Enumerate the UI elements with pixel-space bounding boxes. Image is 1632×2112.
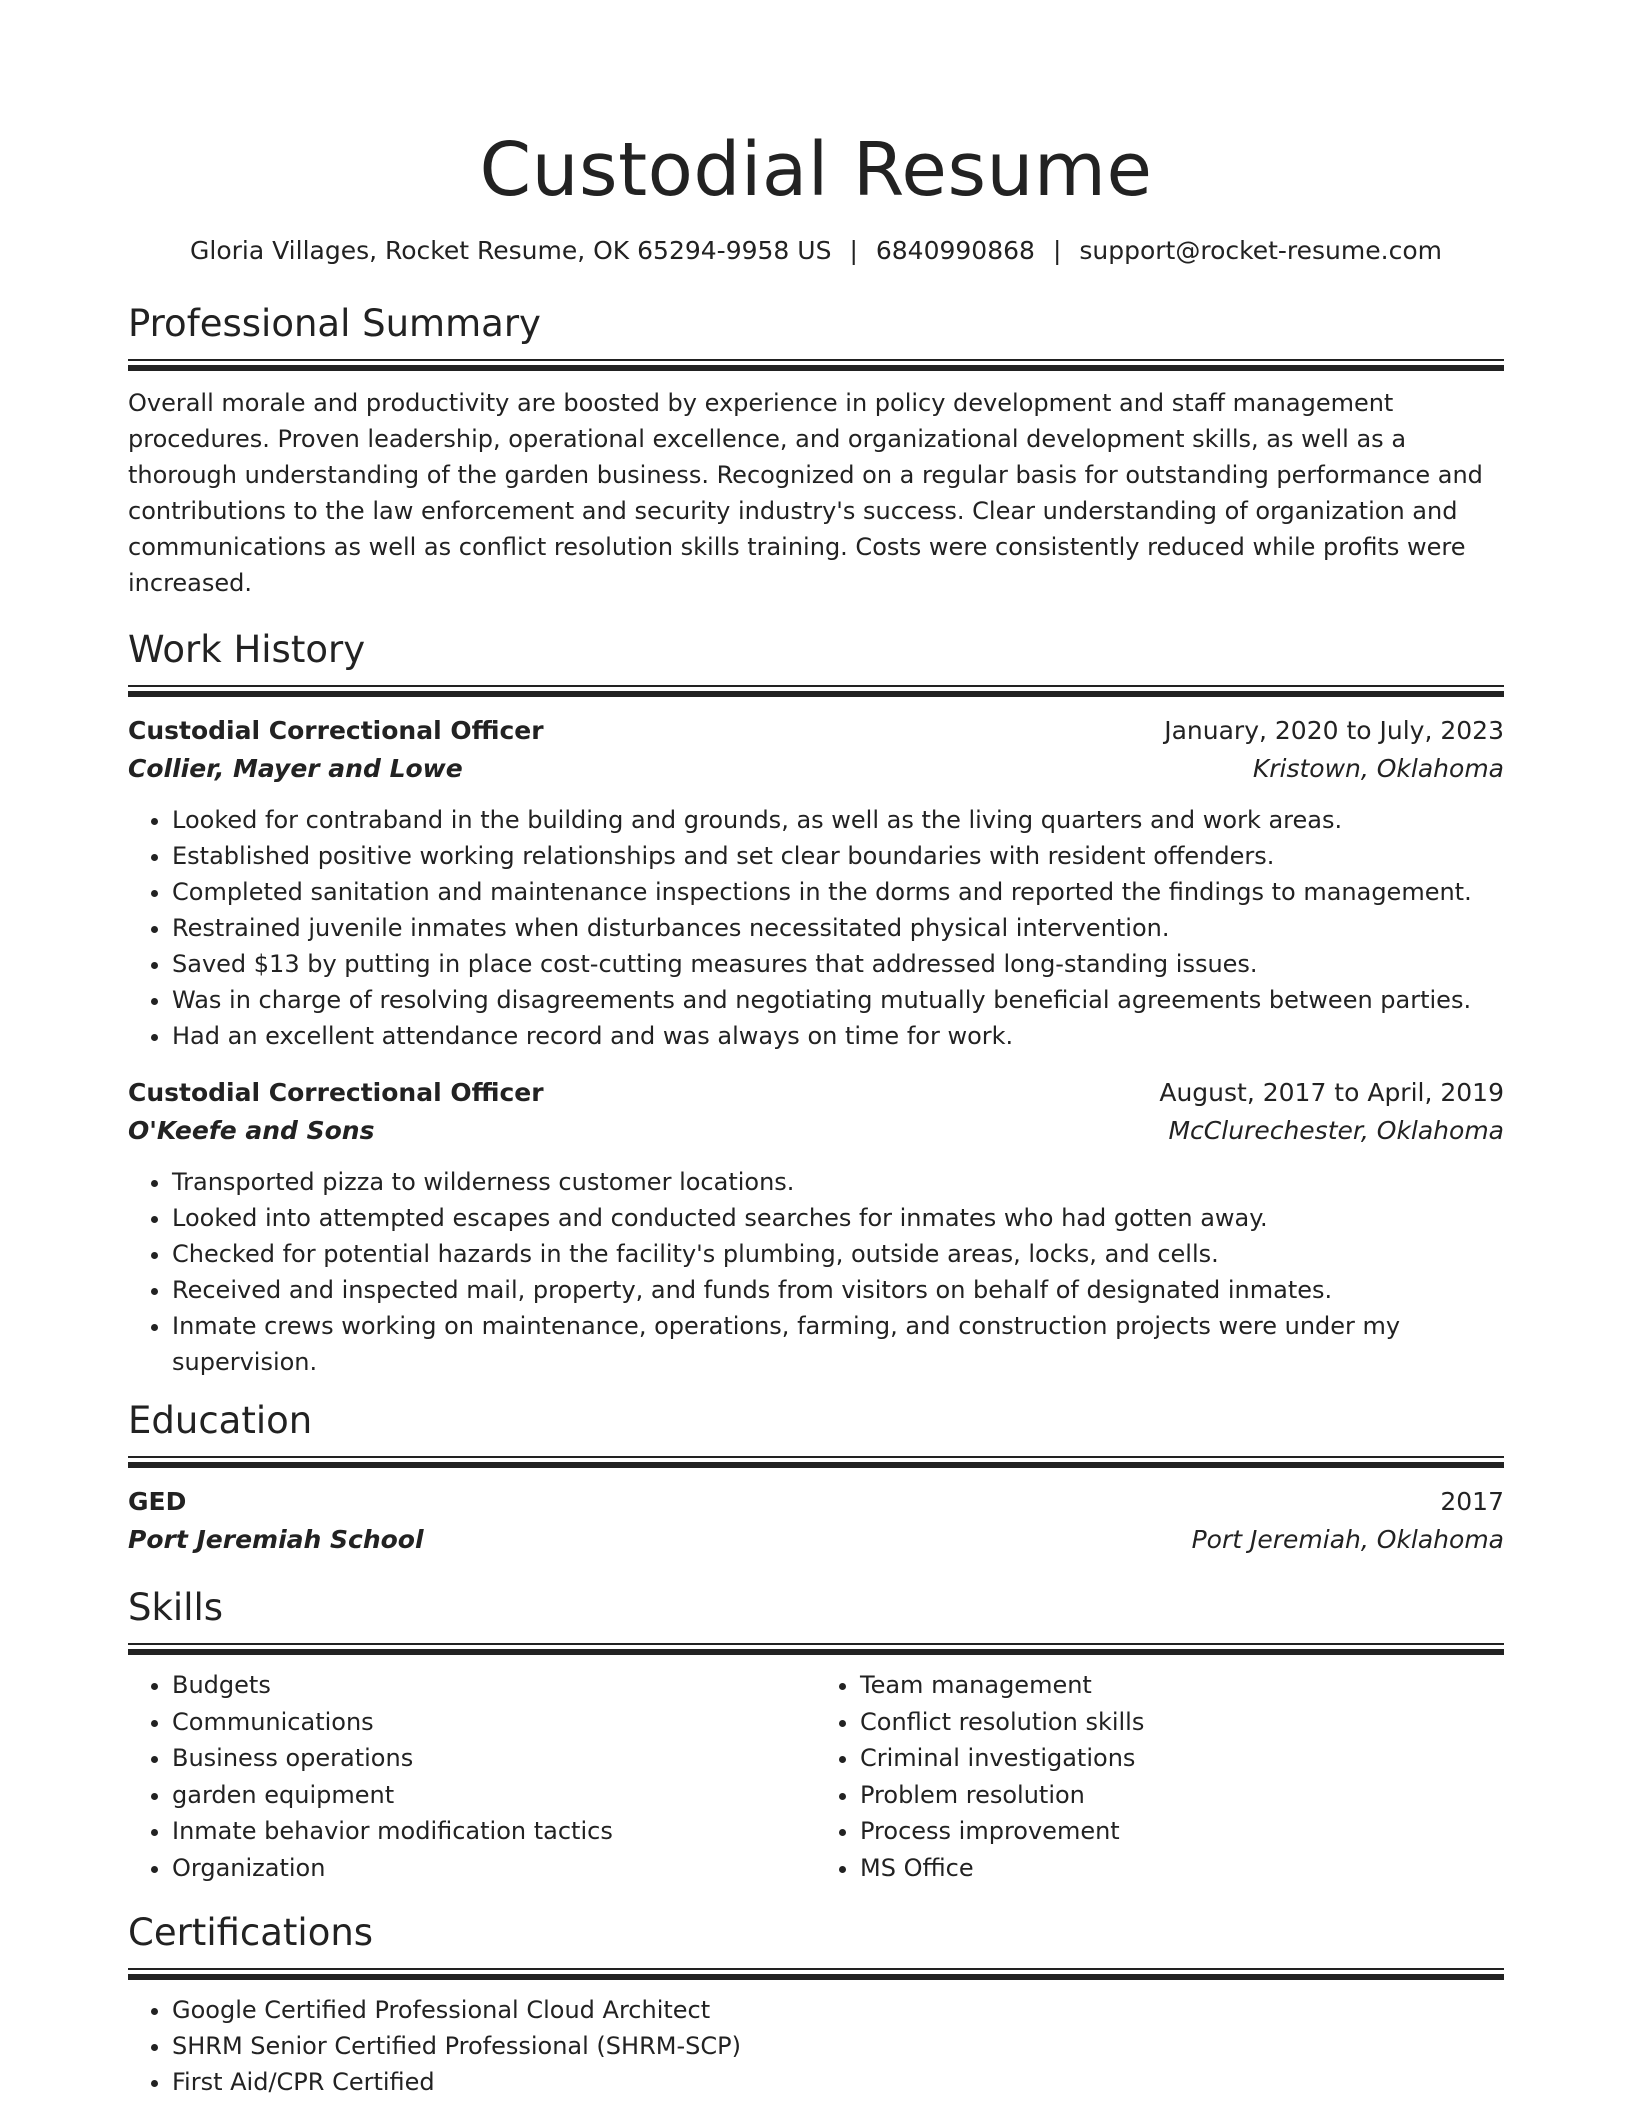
section-divider (128, 1968, 1504, 1980)
job-bullet: • Saved $13 by putting in place cost-cutting measures that addressed long-standing issues. (172, 946, 1504, 982)
skills-column-right (816, 1667, 1504, 1886)
job-bullet: • Looked for contraband in the building and grounds, as well as the living quarters and work areas. (172, 802, 1504, 838)
job-dates: August, 2017 to April, 2019 (1159, 1078, 1504, 1107)
education-heading: Education (128, 1399, 313, 1442)
skill-item: • Conflict resolution skills (860, 1704, 1504, 1741)
education-entry (128, 1483, 1504, 1559)
job-entry (128, 1074, 1504, 1380)
summary-text: Overall morale and productivity are boosted by experience in policy development and staff management procedures. Proven leadership, operational excellence, and organizational development skills, as well as a thorough understanding of the garden business. Recognized on a regular basis for outstanding performance and contributions to the law enforcement and security industry's success. Clear understanding of organization and communications as well as conflict resolution skills training. Costs were consistently reduced while profits were increased. (128, 389, 1483, 597)
job-bullets (128, 1164, 1504, 1380)
job-entry (128, 712, 1504, 1054)
job-bullets (128, 802, 1504, 1054)
job-title: Custodial Correctional Officer (128, 1078, 544, 1107)
skill-item: • garden equipment (172, 1777, 816, 1814)
job-employer-row (128, 1112, 1504, 1150)
job-header-row (128, 712, 1504, 750)
skill-item: • Communications (172, 1704, 816, 1741)
work-history-heading: Work History (128, 628, 366, 671)
contact-separator: | (849, 236, 858, 265)
job-location: Kristown, Oklahoma (1252, 754, 1504, 783)
job-title: Custodial Correctional Officer (128, 716, 544, 745)
contact-phone: 6840990868 (875, 236, 1035, 265)
section-divider (128, 359, 1504, 371)
job-bullet: • Had an excellent attendance record and was always on time for work. (172, 1018, 1504, 1054)
certification-item: • SHRM Senior Certified Professional (SHRM-SCP) (172, 2028, 1504, 2064)
skill-item: • Team management (860, 1667, 1504, 1704)
job-bullet: • Looked into attempted escapes and conducted searches for inmates who had gotten away. (172, 1200, 1504, 1236)
job-bullet: • Received and inspected mail, property, and funds from visitors on behalf of designated inmates. (172, 1272, 1504, 1308)
skill-item: • Criminal investigations (860, 1740, 1504, 1777)
education-school-row (128, 1521, 1504, 1559)
education-location: Port Jeremiah, Oklahoma (1191, 1525, 1504, 1554)
job-bullet: • Was in charge of resolving disagreements and negotiating mutually beneficial agreements between parties. (172, 982, 1504, 1018)
certifications-section (128, 1910, 1504, 2100)
education-header-row (128, 1483, 1504, 1521)
certification-item: • First Aid/CPR Certified (172, 2064, 1504, 2100)
education-degree: GED (128, 1487, 187, 1516)
certifications-heading: Certifications (128, 1911, 374, 1954)
contact-line (128, 234, 1504, 268)
job-employer-row (128, 750, 1504, 788)
contact-separator: | (1052, 236, 1062, 265)
job-bullet: • Completed sanitation and maintenance inspections in the dorms and reported the findings to management. (172, 874, 1504, 910)
section-divider (128, 1456, 1504, 1468)
summary-section (128, 301, 1504, 601)
job-bullet: • Checked for potential hazards in the facility's plumbing, outside areas, locks, and cells. (172, 1236, 1504, 1272)
job-location: McClurechester, Oklahoma (1168, 1116, 1504, 1145)
skill-item: • Budgets (172, 1667, 816, 1704)
work-history-section (128, 627, 1504, 1380)
skill-item: • Business operations (172, 1740, 816, 1777)
contact-address: Gloria Villages, Rocket Resume, OK 65294-9958 US (190, 236, 832, 265)
skill-item: • Problem resolution (860, 1777, 1504, 1814)
certification-item: • Google Certified Professional Cloud Architect (172, 1992, 1504, 2028)
skill-item: • Inmate behavior modification tactics (172, 1813, 816, 1850)
skills-heading: Skills (128, 1586, 224, 1629)
education-school: Port Jeremiah School (128, 1525, 424, 1554)
education-year: 2017 (1440, 1487, 1504, 1516)
resume-title: Custodial Resume (479, 127, 1153, 213)
contact-email: support@rocket-resume.com (1079, 236, 1442, 265)
job-header-row (128, 1074, 1504, 1112)
job-dates: January, 2020 to July, 2023 (1164, 716, 1504, 745)
skill-item: • Process improvement (860, 1813, 1504, 1850)
skill-item: • Organization (172, 1850, 816, 1887)
job-bullet: • Inmate crews working on maintenance, operations, farming, and construction projects were under my supervision. (172, 1308, 1504, 1380)
skills-grid (128, 1667, 1504, 1886)
job-employer: Collier, Mayer and Lowe (128, 754, 463, 783)
skills-column-left (128, 1667, 816, 1886)
education-section (128, 1398, 1504, 1559)
job-bullet: • Established positive working relationships and set clear boundaries with resident offenders. (172, 838, 1504, 874)
section-divider (128, 685, 1504, 697)
job-bullet: • Restrained juvenile inmates when disturbances necessitated physical intervention. (172, 910, 1504, 946)
certifications-list (128, 1992, 1504, 2100)
summary-heading: Professional Summary (128, 302, 541, 345)
skills-section (128, 1585, 1504, 1886)
section-divider (128, 1643, 1504, 1655)
skill-item: • MS Office (860, 1850, 1504, 1887)
job-bullet: • Transported pizza to wilderness customer locations. (172, 1164, 1504, 1200)
job-employer: O'Keefe and Sons (128, 1116, 375, 1145)
